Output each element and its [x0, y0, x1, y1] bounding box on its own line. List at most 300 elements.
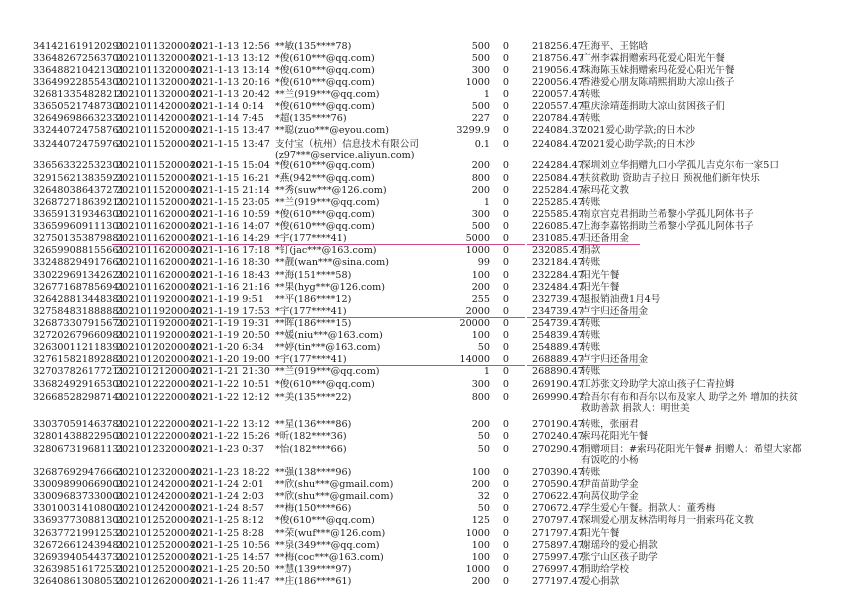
- row-fee: 0: [502, 77, 509, 88]
- row-amount: 0.1: [474, 139, 490, 150]
- row-datetime: 2021-1-25 10:56: [190, 540, 270, 551]
- row-serial: 20210113200040: [116, 89, 202, 100]
- row-serial: 20210125200040: [116, 540, 202, 551]
- row-counterparty: **欣(shu***@gmail.com): [275, 479, 394, 490]
- row-serial: 20210116200040: [116, 233, 202, 244]
- row-serial: 20210114200040: [116, 113, 202, 124]
- row-serial: 20210116200040: [116, 245, 202, 256]
- row-balance: 232484.47: [532, 282, 584, 293]
- row-balance: 224084.47: [532, 139, 584, 150]
- row-amount: 50: [477, 444, 490, 455]
- row-amount: 200: [471, 282, 490, 293]
- row-fee: 0: [502, 552, 509, 563]
- row-note: 转账，张丽君: [581, 419, 639, 430]
- row-id: 327615821892881: [33, 354, 125, 365]
- row-counterparty: **靓(wan***@sina.com): [275, 257, 389, 268]
- row-balance: 268889.47: [532, 354, 584, 365]
- row-id: 330370591463781: [33, 419, 125, 430]
- row-counterparty: **聪(zuo***@eyou.com): [275, 125, 390, 136]
- row-balance: 232085.47: [532, 245, 584, 256]
- row-counterparty: **慧(139****97): [275, 564, 352, 575]
- row-datetime: 2021-1-15 16:21: [190, 173, 270, 184]
- row-datetime: 2021-1-16 14:07: [190, 221, 270, 232]
- row-balance: 277197.47: [532, 576, 584, 587]
- row-datetime: 2021-1-25 8:12: [190, 515, 264, 526]
- row-serial: 20210115200040: [116, 197, 202, 208]
- row-fee: 0: [502, 282, 509, 293]
- row-balance: 225284.47: [532, 185, 584, 196]
- row-note: 给吾尔有布和吾尔以布及家人 助学之外 增加的扶贫救助善款 捐款人：明世美: [581, 392, 799, 414]
- row-note: 扶贫救助 资助吉子拉日 预祝他们新年快乐: [581, 173, 760, 184]
- row-id: 326599088155661: [33, 245, 125, 256]
- row-datetime: 2021-1-16 14:29: [190, 233, 270, 244]
- row-counterparty: *俊(610***@qq.com): [275, 65, 375, 76]
- row-id: 330100314108001: [33, 503, 125, 514]
- row-counterparty: **兰(919***@qq.com): [275, 366, 380, 377]
- row-note: 转账: [581, 366, 601, 377]
- row-id: 336599609111301: [33, 221, 125, 232]
- row-counterparty: **婷(tin***@163.com): [275, 342, 381, 353]
- row-datetime: 2021-1-24 8:57: [190, 503, 264, 514]
- row-fee: 0: [502, 467, 509, 478]
- row-note: 深圳爱心朋友林浩明每月一捐索玛花文教: [581, 515, 754, 526]
- row-balance: 269990.47: [532, 392, 584, 403]
- row-note: 重庆涂靖莲捐助大凉山贫困孩子们: [581, 101, 725, 112]
- row-counterparty: **晖(186****15): [275, 318, 352, 329]
- row-balance: 268890.47: [532, 366, 584, 377]
- row-counterparty: *俊(610***@qq.com): [275, 77, 375, 88]
- row-id: 332440724758761: [33, 125, 125, 136]
- row-id: 326873307915671: [33, 318, 125, 329]
- row-datetime: 2021-1-14 0:14: [190, 101, 264, 112]
- row-datetime: 2021-1-25 14:57: [190, 552, 270, 563]
- row-id: 330096837330001: [33, 491, 125, 502]
- row-id: 336488210421301: [33, 65, 125, 76]
- row-serial: 20210120200040: [116, 342, 202, 353]
- row-amount: 2000: [465, 306, 490, 317]
- row-fee: 0: [502, 379, 509, 390]
- row-amount: 800: [471, 392, 490, 403]
- row-serial: 20210113200040: [116, 53, 202, 64]
- row-amount: 50: [477, 431, 490, 442]
- row-balance: 276997.47: [532, 564, 584, 575]
- row-note: 阳光午餐: [581, 270, 620, 281]
- row-fee: 0: [502, 354, 509, 365]
- row-amount: 1: [483, 89, 490, 100]
- row-note: 张宁山区孩子助学: [581, 552, 658, 563]
- row-counterparty: *俊(610***@qq.com): [275, 379, 375, 390]
- row-id: 326771687856941: [33, 282, 125, 293]
- row-id: 326813354828211: [33, 89, 125, 100]
- highlight-underline: [527, 317, 640, 318]
- row-fee: 0: [502, 113, 509, 124]
- row-fee: 0: [502, 257, 509, 268]
- row-datetime: 2021-1-15 15:04: [190, 160, 270, 171]
- row-datetime: 2021-1-20 6:34: [190, 342, 264, 353]
- row-fee: 0: [502, 576, 509, 587]
- row-amount: 100: [471, 330, 490, 341]
- row-counterparty: **美(135****22): [275, 392, 352, 403]
- row-id: 327202679660981: [33, 330, 125, 341]
- row-note: 转账: [581, 257, 601, 268]
- row-balance: 270622.47: [532, 491, 584, 502]
- row-id: 326496986632331: [33, 113, 125, 124]
- row-id: 327501353879881: [33, 233, 125, 244]
- row-datetime: 2021-1-23 0:37: [190, 444, 264, 455]
- row-fee: 0: [502, 160, 509, 171]
- row-note: 阳光午餐: [581, 528, 620, 539]
- row-note: 南京宫克君捐助兰希黎小学孤儿阿体书子: [581, 209, 754, 220]
- row-amount: 227: [471, 113, 490, 124]
- row-counterparty: **秀(suw***@126.com): [275, 185, 387, 196]
- row-balance: 219056.47: [532, 65, 584, 76]
- row-datetime: 2021-1-22 13:12: [190, 419, 270, 430]
- row-serial: 20210116200040: [116, 270, 202, 281]
- row-fee: 0: [502, 139, 509, 150]
- row-note: 谢瑶玲的爱心捐款: [581, 540, 658, 551]
- row-id: 326300112118391: [33, 342, 125, 353]
- row-datetime: 2021-1-24 2:01: [190, 479, 264, 490]
- row-serial: 20210122200040: [116, 379, 202, 390]
- row-amount: 32: [477, 491, 490, 502]
- row-balance: 234739.47: [532, 306, 584, 317]
- highlight-underline: [527, 365, 640, 366]
- row-datetime: 2021-1-15 21:14: [190, 185, 270, 196]
- row-amount: 1000: [465, 564, 490, 575]
- row-note: 珠海陈玉妹捐赠索玛花爱心阳光午餐: [581, 65, 735, 76]
- row-fee: 0: [502, 173, 509, 184]
- row-balance: 220056.47: [532, 77, 584, 88]
- row-amount: 800: [471, 173, 490, 184]
- row-amount: 200: [471, 576, 490, 587]
- row-datetime: 2021-1-15 13:47: [190, 139, 270, 150]
- row-fee: 0: [502, 392, 509, 403]
- row-serial: 20210119200040: [116, 294, 202, 305]
- row-fee: 0: [502, 89, 509, 100]
- row-counterparty: **媛(niu***@163.com): [275, 330, 383, 341]
- row-amount: 200: [471, 185, 490, 196]
- row-balance: 275997.47: [532, 552, 584, 563]
- row-datetime: 2021-1-16 10:59: [190, 209, 270, 220]
- row-balance: 218256.47: [532, 41, 584, 52]
- row-note: 转账: [581, 467, 601, 478]
- row-serial: 20210113200040: [116, 65, 202, 76]
- row-fee: 0: [502, 53, 509, 64]
- row-datetime: 2021-1-26 11:47: [190, 576, 270, 587]
- row-note: 学生爱心午餐。捐款人：董秀梅: [581, 503, 716, 514]
- row-balance: 225585.47: [532, 209, 584, 220]
- row-datetime: 2021-1-25 20:50: [190, 564, 270, 575]
- row-note: 伊苗苗助学金: [581, 479, 639, 490]
- row-balance: 232284.47: [532, 270, 584, 281]
- row-datetime: 2021-1-25 8:28: [190, 528, 264, 539]
- row-fee: 0: [502, 479, 509, 490]
- row-serial: 20210115200040: [116, 139, 202, 150]
- row-id: 328067319681131: [33, 444, 125, 455]
- row-counterparty: **欣(shu***@gmail.com): [275, 491, 394, 502]
- row-counterparty: **庄(186****61): [275, 576, 352, 587]
- row-id: 326428813448381: [33, 294, 125, 305]
- row-datetime: 2021-1-13 20:42: [190, 89, 270, 100]
- row-datetime: 2021-1-19 9:51: [190, 294, 264, 305]
- row-fee: 0: [502, 444, 509, 455]
- row-balance: 270797.47: [532, 515, 584, 526]
- row-serial: 20210123200040: [116, 467, 202, 478]
- row-counterparty: **强(138****96): [275, 467, 352, 478]
- row-fee: 0: [502, 233, 509, 244]
- row-datetime: 2021-1-16 18:43: [190, 270, 270, 281]
- row-id: 328014388229501: [33, 431, 125, 442]
- row-fee: 0: [502, 306, 509, 317]
- row-fee: 0: [502, 318, 509, 329]
- row-id: 332488294917661: [33, 257, 125, 268]
- row-amount: 20000: [459, 318, 490, 329]
- row-note: 2021爱心助学款;的日木沙: [581, 125, 695, 136]
- row-serial: 20210119200040: [116, 306, 202, 317]
- row-note: 上海李嘉铭捐助兰希黎小学孤儿阿体书子: [581, 221, 754, 232]
- row-note: 转账: [581, 197, 601, 208]
- row-datetime: 2021-1-13 12:56: [190, 41, 270, 52]
- row-note: 索玛花文教: [581, 185, 629, 196]
- row-amount: 500: [471, 53, 490, 64]
- row-serial: 20210113200040: [116, 41, 202, 52]
- row-counterparty: **梅(coc***@163.com): [275, 552, 384, 563]
- row-note: 转账: [581, 89, 601, 100]
- row-serial: 20210116200040: [116, 209, 202, 220]
- row-amount: 1000: [465, 528, 490, 539]
- row-amount: 50: [477, 342, 490, 353]
- row-datetime: 2021-1-15 23:05: [190, 197, 270, 208]
- row-id: 336482672563701: [33, 53, 125, 64]
- row-amount: 200: [471, 419, 490, 430]
- row-amount: 500: [471, 41, 490, 52]
- row-note: 转账: [581, 113, 601, 124]
- row-serial: 20210115200040: [116, 173, 202, 184]
- row-serial: 20210125200040: [116, 552, 202, 563]
- row-id: 326398516172531: [33, 564, 125, 575]
- row-datetime: 2021-1-13 13:12: [190, 53, 270, 64]
- row-amount: 1000: [465, 245, 490, 256]
- row-id: 326408613080531: [33, 576, 125, 587]
- row-balance: 271797.47: [532, 528, 584, 539]
- row-fee: 0: [502, 101, 509, 112]
- row-serial: 20210115200040: [116, 125, 202, 136]
- row-datetime: 2021-1-19 17:53: [190, 306, 270, 317]
- row-counterparty: *钉(jac***@163.com): [275, 245, 377, 256]
- row-serial: 20210124200040: [116, 491, 202, 502]
- row-amount: 255: [471, 294, 490, 305]
- row-amount: 125: [471, 515, 490, 526]
- row-counterparty: **果(hyg***@126.com): [275, 282, 386, 293]
- row-datetime: 2021-1-22 10:51: [190, 379, 270, 390]
- highlight-underline: [112, 244, 525, 245]
- row-note: 2021爱心助学款;的日木沙: [581, 139, 695, 150]
- row-fee: 0: [502, 540, 509, 551]
- row-balance: 270240.47: [532, 431, 584, 442]
- row-datetime: 2021-1-16 18:30: [190, 257, 270, 268]
- row-amount: 100: [471, 552, 490, 563]
- row-fee: 0: [502, 431, 509, 442]
- row-balance: 226085.47: [532, 221, 584, 232]
- row-id: 326480386437271: [33, 185, 125, 196]
- row-fee: 0: [502, 41, 509, 52]
- row-counterparty: *宇(177****41): [275, 233, 347, 244]
- row-note: 归还备用金: [581, 233, 629, 244]
- row-amount: 300: [471, 65, 490, 76]
- row-id: 336499228554301: [33, 77, 125, 88]
- row-id: 326685282987141: [33, 392, 125, 403]
- row-note: 退报销油费1月4号: [581, 294, 661, 305]
- row-balance: 254839.47: [532, 330, 584, 341]
- row-counterparty: *燕(942***@qq.com): [275, 173, 375, 184]
- row-serial: 20210115200040: [116, 160, 202, 171]
- row-note: 江苏张文玲助学大凉山孩子仁青拉姆: [581, 379, 735, 390]
- row-balance: 269190.47: [532, 379, 584, 390]
- row-counterparty: **梅(150****66): [275, 503, 352, 514]
- row-note: 转账: [581, 342, 601, 353]
- row-balance: 270390.47: [532, 467, 584, 478]
- row-serial: 20210120200040: [116, 354, 202, 365]
- row-fee: 0: [502, 294, 509, 305]
- row-amount: 3299.9: [456, 125, 490, 136]
- row-amount: 200: [471, 160, 490, 171]
- row-counterparty: **兰(919***@qq.com): [275, 89, 380, 100]
- row-fee: 0: [502, 125, 509, 136]
- row-serial: 20210122200040: [116, 392, 202, 403]
- row-balance: 270672.47: [532, 503, 584, 514]
- row-fee: 0: [502, 528, 509, 539]
- row-balance: 232184.47: [532, 257, 584, 268]
- row-counterparty: **荣(wuf***@126.com): [275, 528, 386, 539]
- row-amount: 200: [471, 479, 490, 490]
- row-fee: 0: [502, 503, 509, 514]
- row-serial: 20210119200040: [116, 318, 202, 329]
- row-balance: 231085.47: [532, 233, 584, 244]
- row-note: 捐赠项目：#索玛花阳光午餐# 捐赠人：希望大家都有饭吃的小杨: [581, 444, 802, 466]
- row-datetime: 2021-1-22 15:26: [190, 431, 270, 442]
- row-fee: 0: [502, 330, 509, 341]
- row-balance: 225084.47: [532, 173, 584, 184]
- row-id: 327584831888881: [33, 306, 125, 317]
- row-amount: 100: [471, 467, 490, 478]
- highlight-underline: [527, 244, 640, 245]
- row-fee: 0: [502, 185, 509, 196]
- row-datetime: 2021-1-23 18:22: [190, 467, 270, 478]
- row-serial: 20210126200040: [116, 576, 202, 587]
- row-counterparty: *怡(182****66): [275, 444, 347, 455]
- row-counterparty: *俊(610***@qq.com): [275, 221, 375, 232]
- row-serial: 20210124200040: [116, 503, 202, 514]
- row-note: 王海平、王铭晗: [581, 41, 649, 52]
- row-id: 330098990669001: [33, 479, 125, 490]
- row-serial: 20210122200040: [116, 431, 202, 442]
- row-amount: 5000: [465, 233, 490, 244]
- row-counterparty: *宇(177****41): [275, 306, 347, 317]
- row-amount: 300: [471, 379, 490, 390]
- row-note: 卢宇归还备用金: [581, 354, 649, 365]
- row-amount: 100: [471, 270, 490, 281]
- row-balance: 224284.47: [532, 160, 584, 171]
- row-serial: 20210115200040: [116, 185, 202, 196]
- row-counterparty: **平(186****12): [275, 294, 352, 305]
- row-id: 336591319346301: [33, 209, 125, 220]
- row-balance: 270290.47: [532, 444, 584, 455]
- row-note: 卢宇归还备用金: [581, 306, 649, 317]
- row-serial: 20210125200040: [116, 528, 202, 539]
- row-fee: 0: [502, 342, 509, 353]
- row-id: 336563322532301: [33, 160, 125, 171]
- row-balance: 254889.47: [532, 342, 584, 353]
- row-note: 捐助给学校: [581, 564, 629, 575]
- row-note: 向莴仪助学金: [581, 491, 639, 502]
- row-counterparty: **敏(135****78): [275, 41, 352, 52]
- row-amount: 14000: [459, 354, 490, 365]
- row-amount: 100: [471, 540, 490, 551]
- row-id: 326876929476661: [33, 467, 125, 478]
- row-counterparty: *俊(610***@qq.com): [275, 515, 375, 526]
- row-datetime: 2021-1-13 13:14: [190, 65, 270, 76]
- row-counterparty: *俊(610***@qq.com): [275, 209, 375, 220]
- row-serial: 20210116200040: [116, 221, 202, 232]
- row-id: 327037826177211: [33, 366, 125, 377]
- row-fee: 0: [502, 245, 509, 256]
- row-id: 332440724759761: [33, 139, 125, 150]
- row-note: 爱心捐款: [581, 576, 620, 587]
- row-counterparty: *超(135****76): [275, 113, 347, 124]
- row-fee: 0: [502, 419, 509, 430]
- row-amount: 500: [471, 101, 490, 112]
- row-datetime: 2021-1-16 21:16: [190, 282, 270, 293]
- row-datetime: 2021-1-14 7:45: [190, 113, 264, 124]
- row-serial: 20210119200040: [116, 330, 202, 341]
- row-fee: 0: [502, 65, 509, 76]
- row-amount: 1: [483, 197, 490, 208]
- row-serial: 20210123200040: [116, 444, 202, 455]
- highlight-underline: [112, 317, 525, 318]
- row-serial: 20210121200040: [116, 366, 202, 377]
- row-fee: 0: [502, 491, 509, 502]
- row-note: 转账: [581, 330, 601, 341]
- row-note: 广州李霖捐赠索玛花爱心阳光午餐: [581, 53, 725, 64]
- row-amount: 300: [471, 209, 490, 220]
- row-balance: 225285.47: [532, 197, 584, 208]
- row-serial: 20210125200040: [116, 515, 202, 526]
- row-id: 326377219912531: [33, 528, 125, 539]
- row-counterparty: *昕(182****36): [275, 431, 347, 442]
- row-id: 326872718639211: [33, 197, 125, 208]
- row-counterparty: *俊(610***@qq.com): [275, 160, 375, 171]
- row-balance: 232739.47: [532, 294, 584, 305]
- row-counterparty: 支付宝（杭州）信息技术有限公司(z97***@service.aliyun.com): [275, 139, 419, 161]
- row-fee: 0: [502, 366, 509, 377]
- row-datetime: 2021-1-24 2:03: [190, 491, 264, 502]
- row-amount: 500: [471, 221, 490, 232]
- row-serial: 20210116200040: [116, 282, 202, 293]
- row-datetime: 2021-1-13 20:16: [190, 77, 270, 88]
- row-datetime: 2021-1-19 20:50: [190, 330, 270, 341]
- row-amount: 1: [483, 366, 490, 377]
- row-datetime: 2021-1-21 21:30: [190, 366, 270, 377]
- row-datetime: 2021-1-19 19:31: [190, 318, 270, 329]
- row-id: 336824929165301: [33, 379, 125, 390]
- row-id: 326939405443731: [33, 552, 125, 563]
- row-note: 香港爱心朋友陈靖熙捐助大凉山孩子: [581, 77, 735, 88]
- row-note: 转账: [581, 318, 601, 329]
- row-note: 捐款: [581, 245, 601, 256]
- row-fee: 0: [502, 221, 509, 232]
- row-balance: 220057.47: [532, 89, 584, 100]
- row-fee: 0: [502, 515, 509, 526]
